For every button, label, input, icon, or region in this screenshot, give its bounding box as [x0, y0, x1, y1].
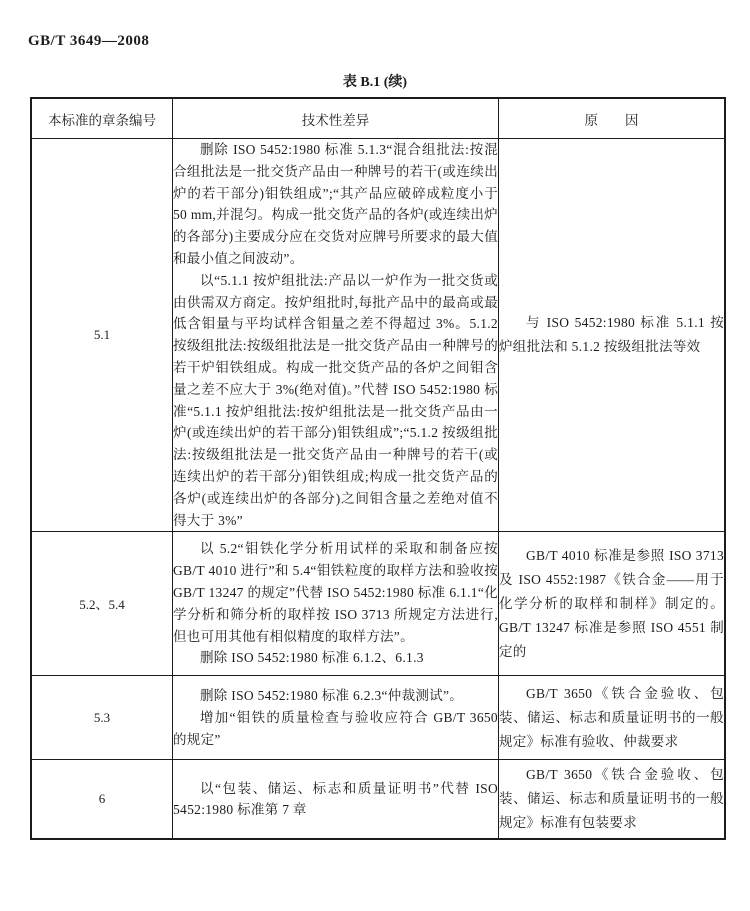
- technical-differences-table: [30, 97, 726, 840]
- table-row: [31, 676, 725, 760]
- diff-paragraph: 以 5.2“钼铁化学分析用试样的采取和制备应按 GB/T 4010 进行”和 5.4“钼铁粒度的取样方法和验收按 GB/T 13247 的规定”代替 ISO 5452:1980 标准 6.1.1“化学分析和筛分析的取样按 ISO 3713 所规定方法进行,但也可用其他有相似精度的取样方法”。: [173, 541, 498, 644]
- diff-cell: [173, 139, 499, 532]
- diff-cell: [173, 760, 499, 840]
- diff-paragraph: 删除 ISO 5452:1980 标准 6.1.2、6.1.3: [200, 650, 424, 666]
- diff-paragraph: 以“包装、储运、标志和质量证明书”代替 ISO 5452:1980 标准第 7 章: [173, 780, 498, 818]
- reason-cell: [499, 532, 726, 676]
- column-header-technical-difference: 技术性差异: [173, 98, 499, 139]
- clause-cell: 5.3: [31, 676, 173, 760]
- diff-paragraph: 增加“钼铁的质量检查与验收应符合 GB/T 3650 的规定”: [173, 709, 498, 747]
- table-row: [31, 532, 725, 676]
- diff-paragraph: 删除 ISO 5452:1980 标准 6.2.3“仲裁测试”。: [200, 688, 464, 704]
- diff-cell: [173, 532, 499, 676]
- reason-cell: [499, 676, 726, 760]
- table-row: [31, 760, 725, 840]
- table-header-row: [31, 98, 725, 139]
- table-caption: 表 B.1 (续): [342, 75, 408, 90]
- standard-number: GB/T 3649—2008: [28, 33, 150, 49]
- reason-paragraph: 与 ISO 5452:1980 标准 5.1.1 按炉组批法和 5.1.2 按级组批法等效: [499, 315, 724, 355]
- clause-cell: 5.1: [31, 139, 173, 532]
- table-row: [31, 139, 725, 532]
- reason-cell: [499, 760, 726, 840]
- reason-cell: [499, 139, 726, 532]
- reason-paragraph: GB/T 4010 标准是参照 ISO 3713 及 ISO 4552:1987《铁合金——用于化学分析的取样和制样》制定的。GB/T 13247 标准是参照 ISO 4551 制定的: [499, 547, 724, 659]
- clause-cell: 6: [31, 760, 173, 840]
- diff-paragraph: 删除 ISO 5452:1980 标准 5.1.3“混合组批法:按混合组批法是一批交货产品由一种牌号的若干(或连续出炉的若干部分)钼铁组成”;“其产品应破碎成粒度小于 50 mm,并混匀。构成一批交货产品的各炉(或连续出炉的各部分)主要成分应在交货对应牌号所要求的最大值和最小值之间波动”。: [173, 142, 498, 266]
- column-header-clause: 本标准的章条编号: [31, 98, 173, 139]
- diff-paragraph: 以“5.1.1 按炉组批法:产品以一炉作为一批交货或由供需双方商定。按炉组批时,每批产品中的最高或最低含钼量与平均试样含钼量之差不得超过 3%。5.1.2 按级组批法:按级组批法是一批交货产品由一种牌号的若干炉钼铁组成。构成一批交货产品的各炉之间钼含量之差不应大于 3%(绝对值)。”代替 ISO 5452:1980 标准“5.1.1 按炉组批法:按炉组批法是一批交货产品由一炉(或连续出炉的若干部分)钼铁组成”;“5.1.2 按级组批法:按级组批法是一批交货产品由一种牌号的若干(或连续出炉的若干部分)钼铁组成;构成一批交货产品的各炉(或连续出炉的各部分)之间钼含量之差绝对值不得大于 3%”: [173, 272, 498, 528]
- diff-cell: [173, 676, 499, 760]
- clause-cell: 5.2、5.4: [31, 532, 173, 676]
- column-header-reason: 原 因: [499, 98, 726, 139]
- reason-paragraph: GB/T 3650《铁合金验收、包装、储运、标志和质量证明书的一般规定》标准有验收、仲裁要求: [499, 685, 724, 749]
- reason-paragraph: GB/T 3650《铁合金验收、包装、储运、标志和质量证明书的一般规定》标准有包装要求: [499, 767, 724, 831]
